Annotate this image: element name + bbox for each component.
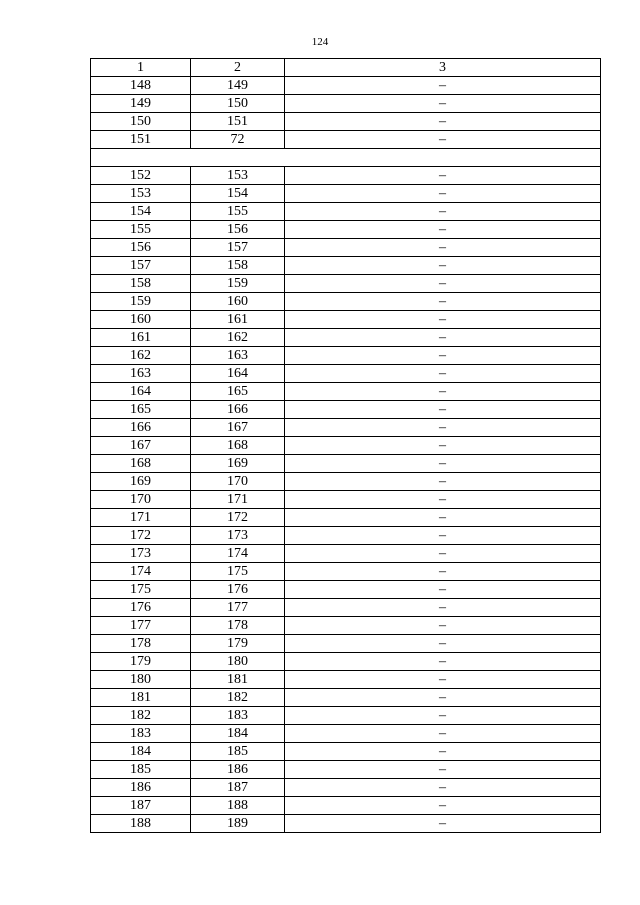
table-cell: 152	[91, 167, 191, 185]
table-cell: –	[285, 95, 601, 113]
table-row	[91, 113, 601, 131]
table-cell: 171	[191, 491, 285, 509]
table-row	[91, 419, 601, 437]
table-row	[91, 707, 601, 725]
table-row	[91, 491, 601, 509]
table-cell: 181	[191, 671, 285, 689]
table-cell: –	[285, 221, 601, 239]
table-cell: 179	[191, 635, 285, 653]
table-cell: 169	[91, 473, 191, 491]
column-header: 3	[285, 59, 601, 77]
table-row	[91, 329, 601, 347]
table-row	[91, 635, 601, 653]
table-cell: –	[285, 437, 601, 455]
data-table	[90, 58, 601, 833]
table-cell: –	[285, 113, 601, 131]
table-cell: 155	[91, 221, 191, 239]
table-cell: 159	[191, 275, 285, 293]
table-cell: 154	[191, 185, 285, 203]
table-row	[91, 653, 601, 671]
table-row	[91, 347, 601, 365]
table-cell: 174	[91, 563, 191, 581]
table-cell: 174	[191, 545, 285, 563]
table-cell: 153	[191, 167, 285, 185]
table-cell: –	[285, 401, 601, 419]
table-cell: 179	[91, 653, 191, 671]
table-cell: –	[285, 635, 601, 653]
table-row	[91, 257, 601, 275]
table-row	[91, 311, 601, 329]
table-cell: 150	[191, 95, 285, 113]
table-row	[91, 455, 601, 473]
table-cell: 157	[91, 257, 191, 275]
table-cell: 153	[91, 185, 191, 203]
table-row	[91, 599, 601, 617]
table-cell: 154	[91, 203, 191, 221]
table-cell: –	[285, 491, 601, 509]
table-cell: 186	[91, 779, 191, 797]
table-cell: 162	[191, 329, 285, 347]
table-cell: 172	[191, 509, 285, 527]
table-row	[91, 239, 601, 257]
table-cell: –	[285, 131, 601, 149]
table-cell: 173	[191, 527, 285, 545]
table-cell: 189	[191, 815, 285, 833]
table-cell: –	[285, 653, 601, 671]
table-cell: 161	[191, 311, 285, 329]
spacer-row	[91, 149, 601, 167]
table-cell: –	[285, 455, 601, 473]
table-cell: –	[285, 77, 601, 95]
table-header-row	[91, 59, 601, 77]
table-cell: –	[285, 509, 601, 527]
table-cell: 162	[91, 347, 191, 365]
table-cell: 166	[91, 419, 191, 437]
table-cell: 155	[191, 203, 285, 221]
table-cell: 183	[91, 725, 191, 743]
table-cell: –	[285, 563, 601, 581]
table-cell: 185	[91, 761, 191, 779]
table-body-upper	[91, 77, 601, 149]
table-row	[91, 779, 601, 797]
table-cell: 167	[91, 437, 191, 455]
table-cell: –	[285, 527, 601, 545]
table-cell: 159	[91, 293, 191, 311]
table-cell: –	[285, 545, 601, 563]
table-cell: 156	[91, 239, 191, 257]
table-cell: 163	[91, 365, 191, 383]
table-cell: 188	[191, 797, 285, 815]
table-cell: 184	[191, 725, 285, 743]
table-row	[91, 275, 601, 293]
table-row	[91, 581, 601, 599]
table-cell: 177	[91, 617, 191, 635]
table-cell: 171	[91, 509, 191, 527]
table-cell: 188	[91, 815, 191, 833]
table-cell: –	[285, 419, 601, 437]
table-cell: –	[285, 689, 601, 707]
column-header: 1	[91, 59, 191, 77]
table-cell: 157	[191, 239, 285, 257]
table-cell: 170	[91, 491, 191, 509]
table-cell: 168	[91, 455, 191, 473]
table-gap	[91, 149, 601, 167]
table-cell: 175	[191, 563, 285, 581]
table-cell: 165	[191, 383, 285, 401]
table-row	[91, 131, 601, 149]
table-cell: 172	[91, 527, 191, 545]
table-cell: 185	[191, 743, 285, 761]
table-row	[91, 383, 601, 401]
table-cell: –	[285, 743, 601, 761]
table-cell: 167	[191, 419, 285, 437]
table-cell: 178	[191, 617, 285, 635]
table-cell: 173	[91, 545, 191, 563]
table-cell: –	[285, 329, 601, 347]
table-cell: –	[285, 239, 601, 257]
table-cell: –	[285, 797, 601, 815]
table-cell: –	[285, 257, 601, 275]
table-cell: –	[285, 707, 601, 725]
table-cell: –	[285, 185, 601, 203]
table-cell: 183	[191, 707, 285, 725]
table-row	[91, 437, 601, 455]
table-cell: 186	[191, 761, 285, 779]
table-cell: –	[285, 311, 601, 329]
table-cell: –	[285, 761, 601, 779]
table-cell: 184	[91, 743, 191, 761]
table-cell: 176	[91, 599, 191, 617]
table-cell: 187	[191, 779, 285, 797]
table-row	[91, 185, 601, 203]
table-cell: 158	[91, 275, 191, 293]
table-cell: 176	[191, 581, 285, 599]
table-row	[91, 203, 601, 221]
table-cell: 178	[91, 635, 191, 653]
table-row	[91, 95, 601, 113]
table-cell: 175	[91, 581, 191, 599]
table-cell: 187	[91, 797, 191, 815]
table-cell: 149	[91, 95, 191, 113]
table-row	[91, 473, 601, 491]
table-cell: 160	[191, 293, 285, 311]
table-cell: –	[285, 779, 601, 797]
table-cell: 170	[191, 473, 285, 491]
page-number: 124	[311, 36, 329, 48]
table-cell: 163	[191, 347, 285, 365]
table-cell: 156	[191, 221, 285, 239]
table-cell: 182	[191, 689, 285, 707]
table-row	[91, 689, 601, 707]
table-cell: 181	[91, 689, 191, 707]
table-cell: 149	[191, 77, 285, 95]
table-cell: 150	[91, 113, 191, 131]
table-cell: –	[285, 599, 601, 617]
table-cell: 165	[91, 401, 191, 419]
table-row	[91, 815, 601, 833]
table-row	[91, 401, 601, 419]
table-row	[91, 797, 601, 815]
table-row	[91, 293, 601, 311]
table-cell: 166	[191, 401, 285, 419]
table-cell: –	[285, 815, 601, 833]
table-row	[91, 527, 601, 545]
table-cell: 151	[91, 131, 191, 149]
table-cell: 168	[191, 437, 285, 455]
table-cell: 169	[191, 455, 285, 473]
table-cell: –	[285, 167, 601, 185]
table-body-lower	[91, 167, 601, 833]
table-cell: 182	[91, 707, 191, 725]
table-cell: –	[285, 347, 601, 365]
table-row	[91, 725, 601, 743]
table-cell: –	[285, 383, 601, 401]
table-row	[91, 365, 601, 383]
table-cell: 164	[191, 365, 285, 383]
table-cell: –	[285, 725, 601, 743]
table-cell: –	[285, 671, 601, 689]
table-cell: 161	[91, 329, 191, 347]
table-cell: –	[285, 293, 601, 311]
table-cell: –	[285, 617, 601, 635]
table-cell: –	[285, 365, 601, 383]
table-row	[91, 221, 601, 239]
table-row	[91, 743, 601, 761]
table-cell: –	[285, 581, 601, 599]
table-cell: 177	[191, 599, 285, 617]
table-cell: 160	[91, 311, 191, 329]
table-row	[91, 545, 601, 563]
table-row	[91, 617, 601, 635]
table-row	[91, 563, 601, 581]
table-cell: 180	[191, 653, 285, 671]
table-row	[91, 761, 601, 779]
table-cell: 148	[91, 77, 191, 95]
table-cell: –	[285, 473, 601, 491]
table-row	[91, 77, 601, 95]
table-row	[91, 167, 601, 185]
table-row	[91, 509, 601, 527]
column-header: 2	[191, 59, 285, 77]
table-cell: 180	[91, 671, 191, 689]
table-cell: 151	[191, 113, 285, 131]
table-cell: –	[285, 275, 601, 293]
table-cell: 72	[191, 131, 285, 149]
table-cell: –	[285, 203, 601, 221]
table-cell: 158	[191, 257, 285, 275]
spacer-cell	[91, 149, 601, 167]
table-cell: 164	[91, 383, 191, 401]
table-row	[91, 671, 601, 689]
